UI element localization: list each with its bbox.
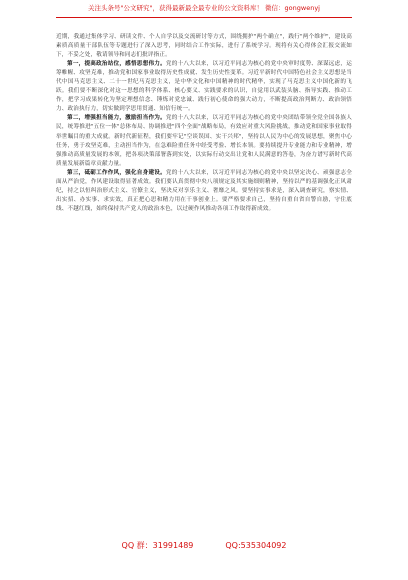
- section-3-body: 党的十八大以来，以习近平同志为核心的党中央以坚定决心、顽强意志全面从严治党，作风建设取得显著成效。我们要认真贯彻中央八项规定及其实施细则精神，坚持以严的基调强化正风肃纪，持之以恒纠治形式主义、官僚主义，坚决反对享乐主义、奢靡之风。要坚持实事求是，深入调查研究，察实情、出实招、办实事、求实效，真正把心思和精力用在干事创业上。要严格要求自己，坚持自重自省自警自励，守住底线、不越红线，始终保持共产党人的政治本色，以过硬作风推动各项工作取得新成效。: [56, 169, 352, 212]
- section-3-paragraph: [56, 169, 352, 214]
- qq-group-text: QQ 群：31991489: [121, 541, 194, 550]
- promo-banner: [0, 4, 408, 12]
- section-3-heading: 第三，砥砺工作作风，强化自身建设。: [67, 169, 166, 176]
- section-1-body: 党的十八大以来，以习近平同志为核心的党中央审时度势、深谋远虑，运筹帷幄、攻坚克难，推动党和国家事业取得历史性成就、发生历史性变革。习近平新时代中国特色社会主义思想是当代中国马克思主义、二十一世纪马克思主义，是中华文化和中国精神的时代精华，实现了马克思主义中国化新的飞跃。我们要不断深化对这一思想的科学体系、核心要义、实践要求的认识，自觉用以武装头脑、指导实践、推动工作，把学习成果转化为坚定理想信念、锤炼对党忠诚、践行初心使命的强大动力，不断提高政治判断力、政治领悟力、政治执行力，切实做到学思用贯通、知信行统一。: [56, 61, 352, 113]
- intro-paragraph: 近期，我通过集体学习、研读文件、个人自学以及交流研讨等方式，围绕拥护"两个确立"，践行"两个维护"，建设高素质高质量干部队伍等专题进行了深入思考，同时结合工作实际，进行了系统学习。现将有关心得体会汇报交流如下，不妥之处，敬请领导和同志们批评指正。: [56, 34, 352, 59]
- section-2-paragraph: [56, 114, 352, 168]
- promo-banner-text: 关注头条号"公文研究"，获得最新最全最专业的公文资料库！ 微信：gongwenyj: [88, 4, 320, 12]
- section-1-paragraph: [56, 60, 352, 114]
- section-2-heading: 第二，增强担当能力，激励担当作为。: [67, 115, 166, 122]
- banner-divider: [56, 17, 352, 18]
- contact-footer: [0, 541, 408, 551]
- section-1-heading: 第一，提高政治站位，感悟思想伟力。: [67, 61, 166, 68]
- qq-contact-text: QQ:535304092: [225, 541, 287, 550]
- section-2-body: 党的十八大以来，以习近平同志为核心的党中央团结带领全党全国各族人民，统筹推进"五位一体"总体布局、协调推进"四个全面"战略布局，有效应对重大风险挑战，推动党和国家事业取得举世瞩目的重大成就。新时代新征程，我们要牢记"空谈误国、实干兴邦"，坚持以人民为中心的发展思想，聚焦中心任务，勇于攻坚克难，主动担当作为，在急难险重任务中经受考验、增长本领。要持续提升专业能力和专业精神，增强推动高质量发展的本领，把各项决策部署落到实处，以实际行动交出让党和人民满意的答卷，为奋力谱写新时代高质量发展新篇章贡献力量。: [56, 115, 352, 167]
- document-body: [56, 33, 352, 214]
